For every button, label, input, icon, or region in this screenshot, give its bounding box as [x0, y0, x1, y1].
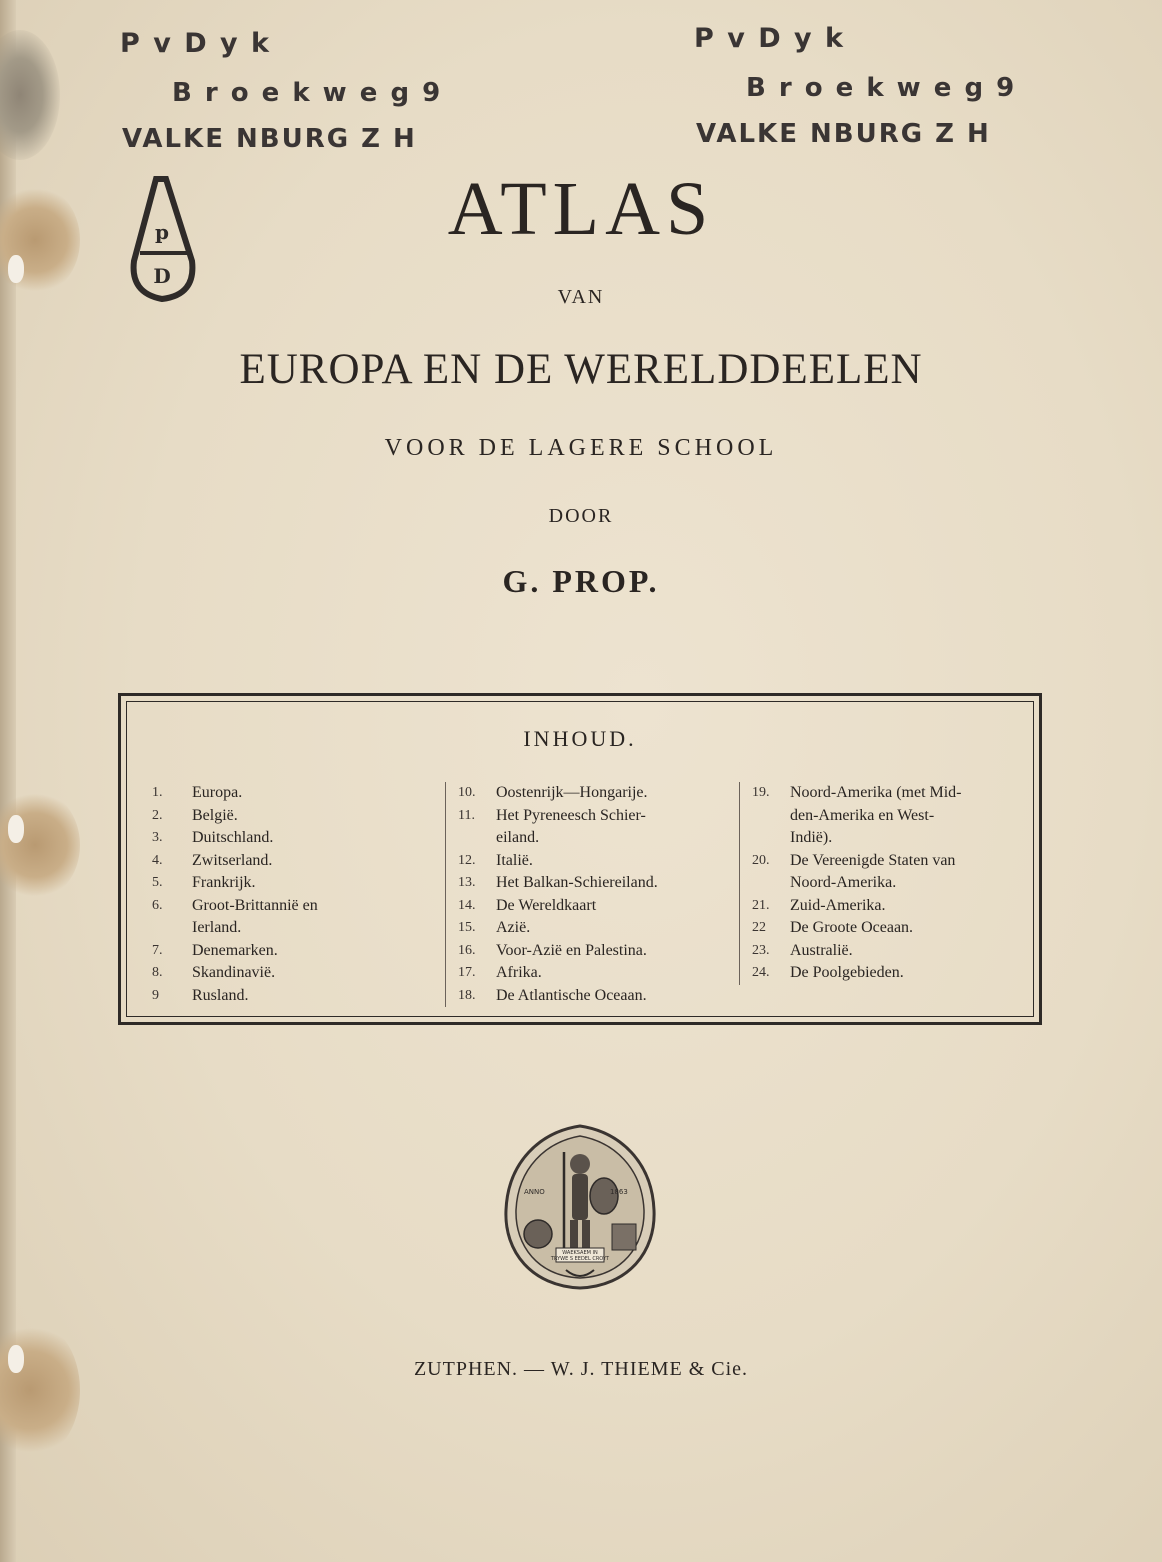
- toc-entry-label: Italië.: [496, 851, 533, 869]
- toc-entry: [446, 805, 726, 828]
- toc-entry-label: Duitschland.: [192, 829, 274, 846]
- toc-entry: [446, 895, 726, 918]
- toc-entry-label: Het Pyreneesch Schier-: [496, 806, 646, 824]
- toc-entry: [446, 962, 726, 985]
- punch-hole: [8, 255, 24, 283]
- toc-entry-number: 23.: [752, 942, 770, 958]
- toc-entry-number: 13.: [458, 875, 476, 890]
- emblem-motto-2: TRYWE S EEDEL CROYT: [550, 1256, 610, 1262]
- toc-entry-number: 21.: [752, 897, 770, 913]
- toc-entry-label: Noord-Amerika.: [790, 874, 897, 891]
- toc-entry-number: 22: [752, 920, 766, 935]
- toc-entry: [740, 782, 1030, 805]
- toc-entry-number: 24.: [752, 965, 770, 980]
- toc-entry-number: 10.: [458, 785, 476, 800]
- toc-entry: [152, 850, 437, 873]
- toc-entry-continuation: [152, 917, 437, 940]
- toc-entry-label: Het Balkan-Schiereiland.: [496, 874, 658, 891]
- toc-entry: [446, 872, 726, 895]
- toc-entry-number: 11.: [458, 807, 475, 823]
- toc-entry-number: 6.: [152, 897, 163, 913]
- toc-entry-label: Afrika.: [496, 964, 542, 981]
- toc-entry-label: De Wereldkaart: [496, 896, 597, 914]
- stamp-name: P v D y k: [120, 28, 271, 59]
- toc-entry-number: 12.: [458, 852, 476, 868]
- toc-entry-label: Ierland.: [192, 919, 242, 936]
- toc-entry: [152, 827, 437, 850]
- publisher-imprint: ZUTPHEN. — W. J. THIEME & Cie.: [413, 1358, 749, 1380]
- monogram-top: p: [155, 220, 169, 244]
- toc-entry-label: eiland.: [496, 829, 540, 846]
- stamp-name: P v D y k: [694, 23, 845, 54]
- toc-entry-continuation: [446, 827, 726, 850]
- stamp-city: VALKE NBURG Z H: [122, 124, 417, 154]
- toc-entry: [152, 872, 437, 895]
- toc-entry-label: De Groote Oceaan.: [790, 919, 914, 936]
- toc-entry-label: Frankrijk.: [192, 874, 256, 891]
- monogram-bottom: D: [153, 264, 171, 288]
- toc-entry-label: Groot-Brittannië en: [192, 896, 318, 914]
- toc-entry-label: Indië).: [790, 829, 833, 846]
- toc-entry: [740, 940, 1030, 963]
- toc-entry: [740, 895, 1030, 918]
- emblem-anno: ANNO: [524, 1188, 545, 1196]
- toc-entry: [152, 940, 437, 963]
- toc-entry-label: den-Amerika en West-: [790, 806, 935, 824]
- toc-entry-label: Zwitserland.: [192, 851, 273, 869]
- toc-entry: [446, 940, 726, 963]
- toc-entry-number: 7.: [152, 942, 163, 958]
- toc-entry: [740, 917, 1030, 940]
- stain: [0, 30, 60, 160]
- by-line: DOOR: [548, 505, 614, 527]
- toc-entry-number: 14.: [458, 897, 476, 913]
- table-of-contents: [118, 693, 1042, 1025]
- toc-entry-number: 17.: [458, 965, 476, 980]
- toc-entry-label: Azië.: [496, 919, 531, 936]
- toc-entry-number: 18.: [458, 987, 476, 1003]
- stain: [0, 790, 80, 900]
- toc-entry: [740, 850, 1030, 873]
- toc-entry-number: [740, 827, 790, 850]
- toc-entry: [446, 782, 726, 805]
- toc-entry-number: 2.: [152, 807, 163, 823]
- toc-entry-label: Oostenrijk—Hongarije.: [496, 784, 648, 801]
- toc-entry-number: 8.: [152, 965, 163, 980]
- toc-entry-continuation: [740, 805, 1030, 828]
- toc-entry-label: De Vereenigde Staten van: [790, 851, 956, 869]
- toc-entry-label: Rusland.: [192, 986, 249, 1004]
- page-subtitle: EUROPA EN DE WERELDDEELEN: [239, 346, 923, 393]
- toc-entry-number: [740, 872, 790, 895]
- toc-entry-continuation: [740, 872, 1030, 895]
- toc-entry-number: 19.: [752, 785, 770, 800]
- toc-entry-label: Skandinavië.: [192, 964, 276, 981]
- toc-entry-number: 3.: [152, 830, 163, 845]
- page-title: ATLAS: [447, 167, 715, 251]
- toc-entry: [152, 985, 437, 1008]
- toc-entry-label: De Atlantische Oceaan.: [496, 986, 647, 1004]
- emblem-motto-1: WAEKSAEM IN: [562, 1250, 598, 1256]
- toc-entry: [740, 962, 1030, 985]
- toc-entry-number: 1.: [152, 785, 163, 800]
- toc-entry: [446, 850, 726, 873]
- toc-column: [445, 782, 726, 1007]
- toc-entry-number: [446, 827, 496, 850]
- toc-entry-label: België.: [192, 806, 238, 824]
- stamp-street: B r o e k w e g 9: [172, 78, 443, 108]
- author-name: G. PROP.: [502, 563, 660, 599]
- punch-hole: [8, 815, 24, 843]
- toc-entry-number: [740, 805, 790, 828]
- toc-entry-number: 15.: [458, 920, 476, 935]
- toc-entry: [152, 895, 437, 918]
- toc-entry-label: Voor-Azië en Palestina.: [496, 941, 647, 959]
- publisher-emblem: [500, 1122, 660, 1292]
- stamp-street: B r o e k w e g 9: [746, 73, 1017, 103]
- toc-entry-number: 16.: [458, 942, 476, 958]
- toc-heading: INHOUD.: [523, 726, 637, 751]
- toc-entry-number: 9: [152, 987, 159, 1003]
- toc-column: [152, 782, 437, 1007]
- toc-entry: [152, 962, 437, 985]
- toc-entry: [446, 917, 726, 940]
- toc-entry-number: [152, 917, 192, 940]
- toc-entry-label: Australië.: [790, 941, 853, 959]
- toc-entry-label: De Poolgebieden.: [790, 964, 904, 981]
- toc-entry-number: 4.: [152, 852, 163, 868]
- title-connector: VAN: [557, 286, 605, 308]
- toc-entry-continuation: [740, 827, 1030, 850]
- toc-entry-label: Denemarken.: [192, 941, 278, 959]
- audience-line: VOOR DE LAGERE SCHOOL: [384, 435, 778, 461]
- toc-inner-border: [126, 701, 1034, 1017]
- toc-entry-label: Europa.: [192, 784, 243, 801]
- toc-entry-label: Noord-Amerika (met Mid-: [790, 784, 962, 801]
- toc-entry: [152, 805, 437, 828]
- toc-entry-label: Zuid-Amerika.: [790, 896, 886, 914]
- toc-entry: [446, 985, 726, 1008]
- stain: [0, 1320, 80, 1460]
- toc-entry: [152, 782, 437, 805]
- emblem-year: 1863: [610, 1188, 628, 1196]
- stamp-city: VALKE NBURG Z H: [696, 119, 991, 149]
- toc-entry-number: 5.: [152, 875, 163, 890]
- toc-entry-number: 20.: [752, 852, 770, 868]
- toc-column: [739, 782, 1030, 985]
